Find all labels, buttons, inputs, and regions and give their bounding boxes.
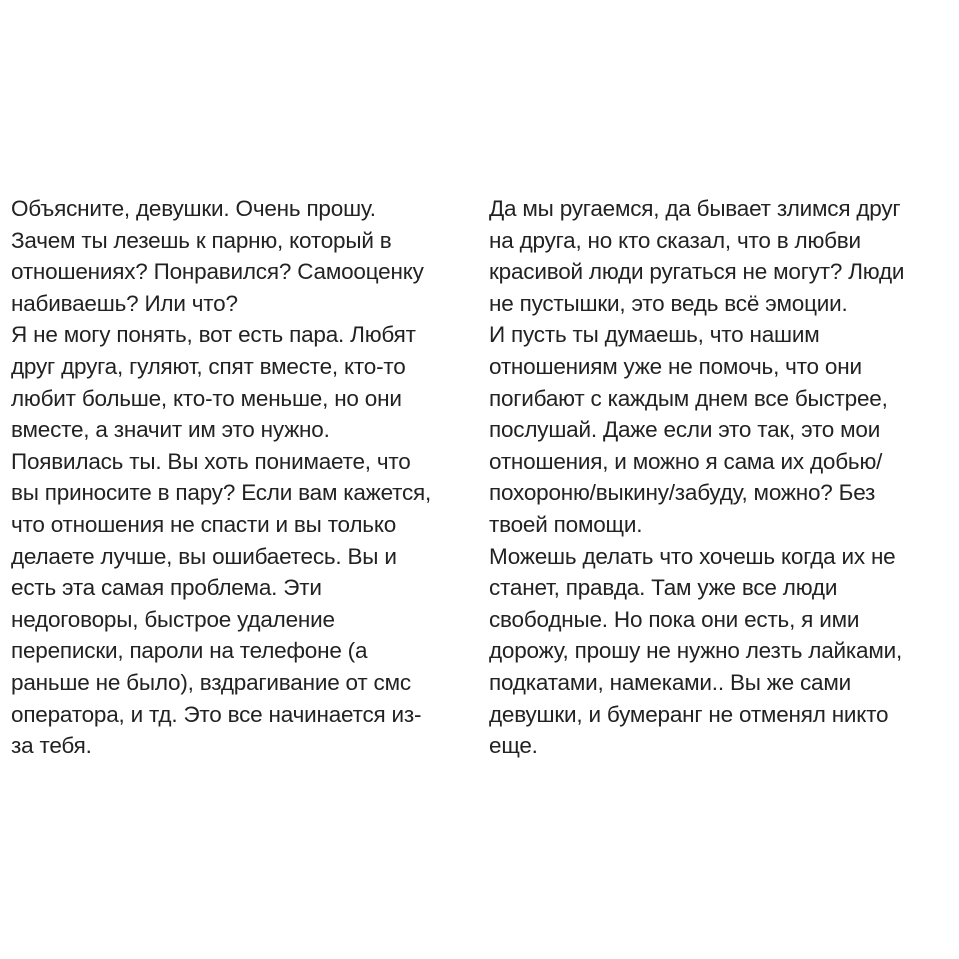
text-line: за тебя. [11,733,92,759]
text-line: Можешь делать что хочешь когда их не [489,543,896,569]
text-line: набиваешь? Или что? [11,290,238,316]
text-line: недоговоры, быстрое удаление [11,606,335,632]
text-line: отношениям уже не помочь, что они [489,353,862,379]
text-line: Появилась ты. Вы хоть понимаете, что [11,448,411,474]
left-text-column [11,193,473,762]
text-line: отношениях? Понравился? Самооценку [11,259,424,285]
text-line: еще. [489,733,538,759]
text-line: И пусть ты думаешь, что нашим [489,322,820,348]
text-line: раньше не было), вздрагивание от смс [11,669,411,695]
right-text-column [489,193,951,762]
text-line: друг друга, гуляют, спят вместе, кто-то [11,353,406,379]
text-line: вместе, а значит им это нужно. [11,417,330,443]
text-line: дорожу, прошу не нужно лезть лайками, [489,638,903,664]
text-line: станет, правда. Там уже все люди [489,575,838,601]
text-line: что отношения не спасти и вы только [11,511,397,537]
text-line: Я не могу понять, вот есть пара. Любят [11,322,416,348]
text-line: любит больше, кто-то меньше, но они [11,385,402,411]
text-line: есть эта самая проблема. Эти [11,575,322,601]
text-line: переписки, пароли на телефоне (а [11,638,368,664]
text-line: отношения, и можно я сама их добью/ [489,448,883,474]
text-line: подкатами, намеками.. Вы же сами [489,669,852,695]
text-line: оператора, и тд. Это все начинается из- [11,701,422,727]
text-line: Да мы ругаемся, да бывает злимся друг [489,196,901,221]
text-line: вы приносите в пару? Если вам кажется, [11,480,432,506]
text-line: девушки, и бумеранг не отменял никто [489,701,889,727]
text-line: красивой люди ругаться не могут? Люди [489,259,905,285]
text-line: на друга, но кто сказал, что в любви [489,227,861,253]
text-line: свободные. Но пока они есть, я ими [489,606,860,632]
text-line: послушай. Даже если это так, это мои [489,417,881,443]
text-line: похороню/выкину/забуду, можно? Без [489,480,876,506]
text-line: Объясните, девушки. Очень прошу. [11,196,376,221]
text-line: твоей помощи. [489,511,643,537]
text-line: делаете лучше, вы ошибаетесь. Вы и [11,543,397,569]
text-line: погибают с каждым днем все быстрее, [489,385,888,411]
text-line: Зачем ты лезешь к парню, который в [11,227,392,253]
text-line: не пустышки, это ведь всё эмоции. [489,290,848,316]
